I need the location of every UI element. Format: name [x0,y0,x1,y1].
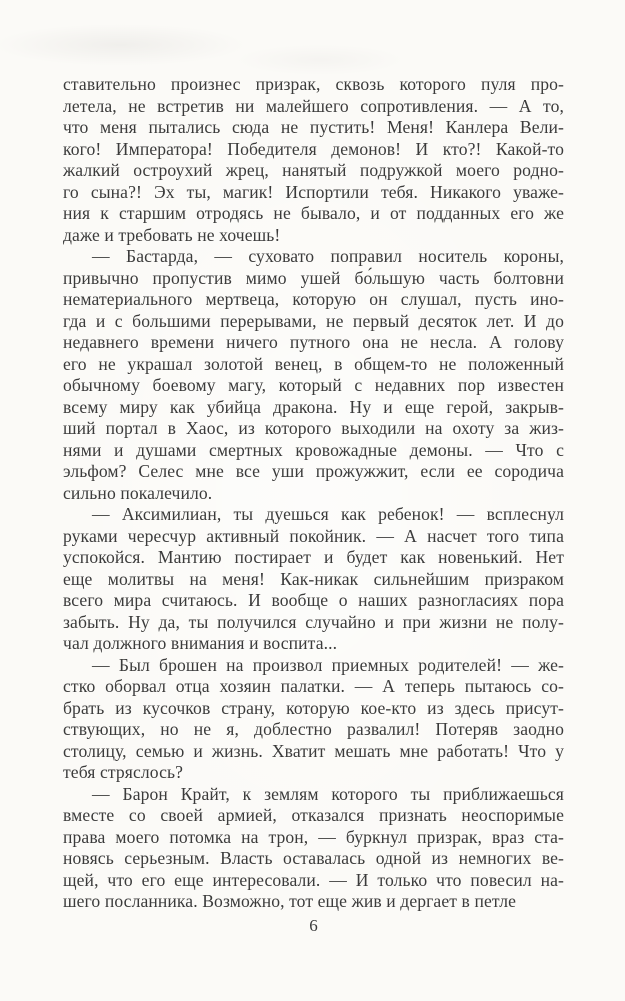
text-line: даже и требовать не хочешь! [63,224,281,245]
text-line: шего посланника. Возможно, тот еще жив и дергает в петле [63,891,517,911]
text-line: руками чересчур активный покойник. — А насчет того типа [63,525,564,546]
text-line: гда и с большими перерывами, не первый десяток лет. И до [63,310,564,331]
text-line: эльфом? Селес мне все уши прожужжит, если ее сородича [63,461,564,481]
text-line: его не украшал золотой венец, в общем-то не положенный [63,353,564,374]
text-line: брать из кусочков страну, которую кое-кто из здесь присут- [63,697,564,718]
text-line: ставительно произнес призрак, сквозь которого пуля про- [63,74,564,94]
text-block [63,74,564,913]
text-line: чал должного внимания и воспита... [63,633,338,653]
text-line: столицу, семью и жизнь. Хватит мешать мне работать! Что у [63,740,564,761]
paragraph [63,784,564,913]
text-line: го сына?! Эх ты, магик! Испортили тебя. Никакого уваже- [63,181,564,202]
text-line: что меня пытались сюда не пустить! Меня! Канлера Вели- [63,117,564,137]
paragraph [63,246,564,504]
text-line: успокойся. Мантию постирает и будет как новенький. Нет [63,547,564,567]
text-line: еще молитвы на меня! Как-никак сильнейшим призраком [63,568,564,589]
text-line: летела, не встретив ни малейшего сопротивления. — А то, [63,95,564,116]
text-line: стко оборвал отца хозяин палатки. — А теперь пытаюсь со- [63,676,564,696]
text-line: привычно пропустив мимо ушей бо́льшую часть болтовни [63,267,564,288]
text-line: обычному боевому магу, который с недавних пор известен [63,375,564,395]
text-line: нематериального мертвеца, которую он слушал, пусть ино- [63,289,564,309]
text-line: вместе со своей армией, отказался признать неоспоримые [63,805,564,825]
page-number: 6 [309,916,318,935]
text-line: забыть. Ну да, ты получился случайно и при жизни не полу- [63,611,564,632]
text-line: ствующих, но не я, доблестно развалил! Потеряв заодно [63,719,564,739]
text-line: жалкий остроухий жрец, нанятый подружкой моего родно- [63,160,564,180]
text-line: ния к старшим отродясь не бывало, и от подданных его же [63,203,564,223]
text-line: всего мира считаюсь. И вообще о наших разногласиях пора [63,590,564,610]
text-line: — Барон Крайт, к землям которого ты приближаешься [92,783,564,804]
text-line: тебя стряслось? [63,762,184,782]
paragraph [63,655,564,784]
text-line: — Был брошен на произвол приемных родителей! — же- [92,654,564,675]
text-line: нями и душами смертных кровожадные демоны. — Что с [63,439,564,460]
text-line: недавнего времени ничего путного она не несла. А голову [63,332,564,352]
text-line: ший портал в Хаос, из которого выходили на охоту за жиз- [63,418,564,438]
text-line: новясь серьезным. Власть оставалась одной из немногих ве- [63,848,564,868]
text-line: права моего потомка на трон, — буркнул призрак, враз ста- [63,826,564,847]
paragraph [63,504,564,655]
text-line: всему миру как убийца дракона. Ну и еще герой, закрыв- [63,396,564,417]
text-line: сильно покалечило. [63,482,213,503]
paragraph [63,74,564,246]
text-line: щей, что его еще интересовали. — И только что повесил на- [63,869,564,890]
text-line: — Аксимилиан, ты дуешься как ребенок! — всплеснул [92,504,564,524]
text-line: — Бастарда, — суховато поправил носитель короны, [92,246,564,266]
text-line: кого! Императора! Победителя демонов! И кто?! Какой-то [63,138,564,159]
